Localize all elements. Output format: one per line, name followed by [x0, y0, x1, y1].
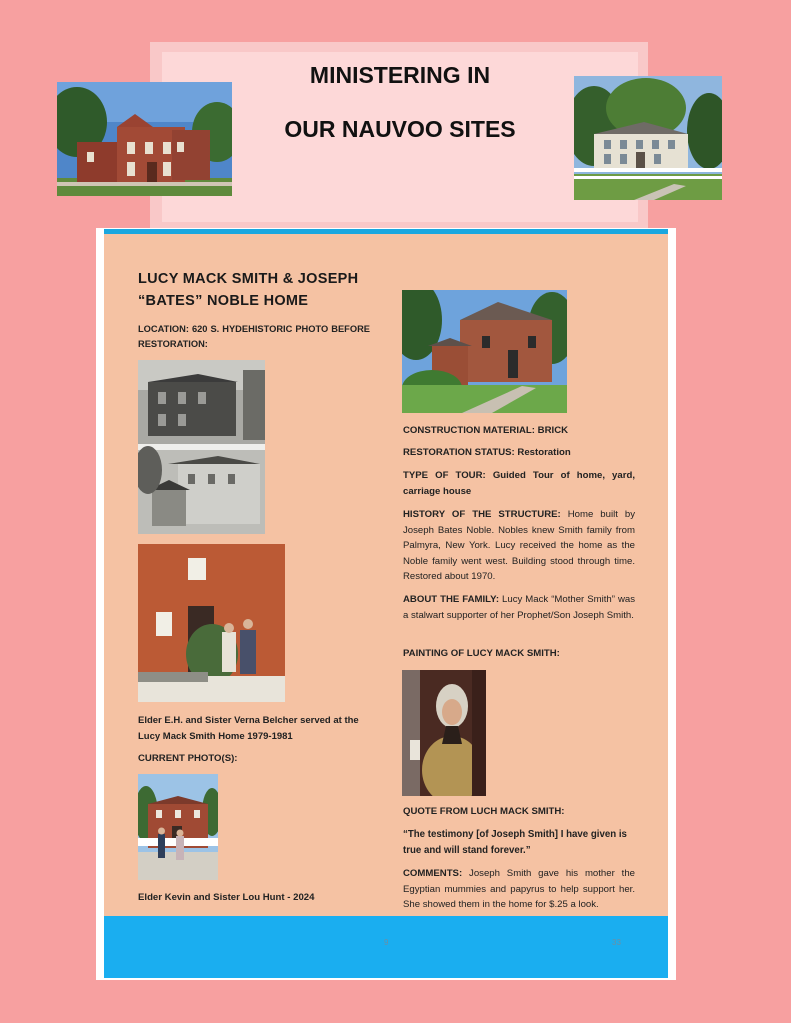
- family-label: ABOUT THE FAMILY:: [403, 594, 500, 605]
- history-paragraph: [403, 507, 635, 585]
- hunt-caption: Elder Kevin and Sister Lou Hunt - 2024: [138, 892, 315, 903]
- painting-label: PAINTING OF LUCY MACK SMITH:: [403, 648, 560, 659]
- comments-label: COMMENTS:: [403, 868, 463, 879]
- tour-value: Guided Tour of home, yard, carriage house: [403, 470, 635, 497]
- belcher-caption: Elder E.H. and Sister Verna Belcher served at the Lucy Mack Smith Home 1979-1981: [138, 715, 359, 742]
- page-title-line-2: OUR NAUVOO SITES: [284, 116, 516, 142]
- tour-line: [403, 468, 635, 499]
- page-number-right: 33: [612, 938, 621, 947]
- article-heading: LUCY MACK SMITH & JOSEPH “BATES” NOBLE HOME: [138, 271, 359, 309]
- header-photo-white-house: [574, 76, 722, 200]
- history-label: HISTORY OF THE STRUCTURE:: [403, 509, 561, 520]
- construction-label: CONSTRUCTION MATERIAL:: [403, 425, 535, 436]
- quote-text: “The testimony [of Joseph Smith] I have given is true and will stand forever.”: [403, 829, 627, 856]
- lucy-painting-photo: [402, 670, 486, 796]
- belcher-photo: [138, 544, 285, 702]
- quote-label: QUOTE FROM LUCH MACK SMITH:: [403, 806, 565, 817]
- footer-bar: [104, 916, 668, 978]
- historic-photo: [138, 360, 265, 534]
- current-photos-label: CURRENT PHOTO(S):: [138, 753, 238, 764]
- construction-line: [403, 423, 635, 439]
- family-paragraph: [403, 592, 635, 623]
- restoration-label: RESTORATION STATUS:: [403, 447, 515, 458]
- comments-paragraph: [403, 866, 635, 913]
- hunt-photo: [138, 774, 218, 880]
- construction-value: BRICK: [537, 425, 569, 436]
- history-value: Home built by Joseph Bates Noble. Nobles knew Smith family from Palmyra, New York. Lucy received the home as the Noble family went west. Building stood through time. Restored about 1970.: [403, 509, 635, 582]
- family-value: Lucy Mack “Mother Smith” was a stalwart supporter of her Prophet/Son Joseph Smith.: [403, 594, 636, 621]
- restoration-line: [403, 445, 635, 461]
- location-text: LOCATION: 620 S. HYDEHISTORIC PHOTO BEFORE RESTORATION:: [138, 324, 370, 349]
- tour-label: TYPE OF TOUR:: [403, 470, 486, 481]
- restoration-value: Restoration: [517, 447, 571, 458]
- page-number-left: 9: [384, 938, 389, 947]
- page-title-line-1: MINISTERING IN: [309, 62, 491, 88]
- restored-home-photo: [402, 290, 567, 413]
- comments-value: Joseph Smith gave his mother the Egyptian mummies and papyrus to help support her. She showed them in the home for $.25 a look.: [403, 868, 635, 910]
- header-photo-brick-store: [57, 82, 232, 196]
